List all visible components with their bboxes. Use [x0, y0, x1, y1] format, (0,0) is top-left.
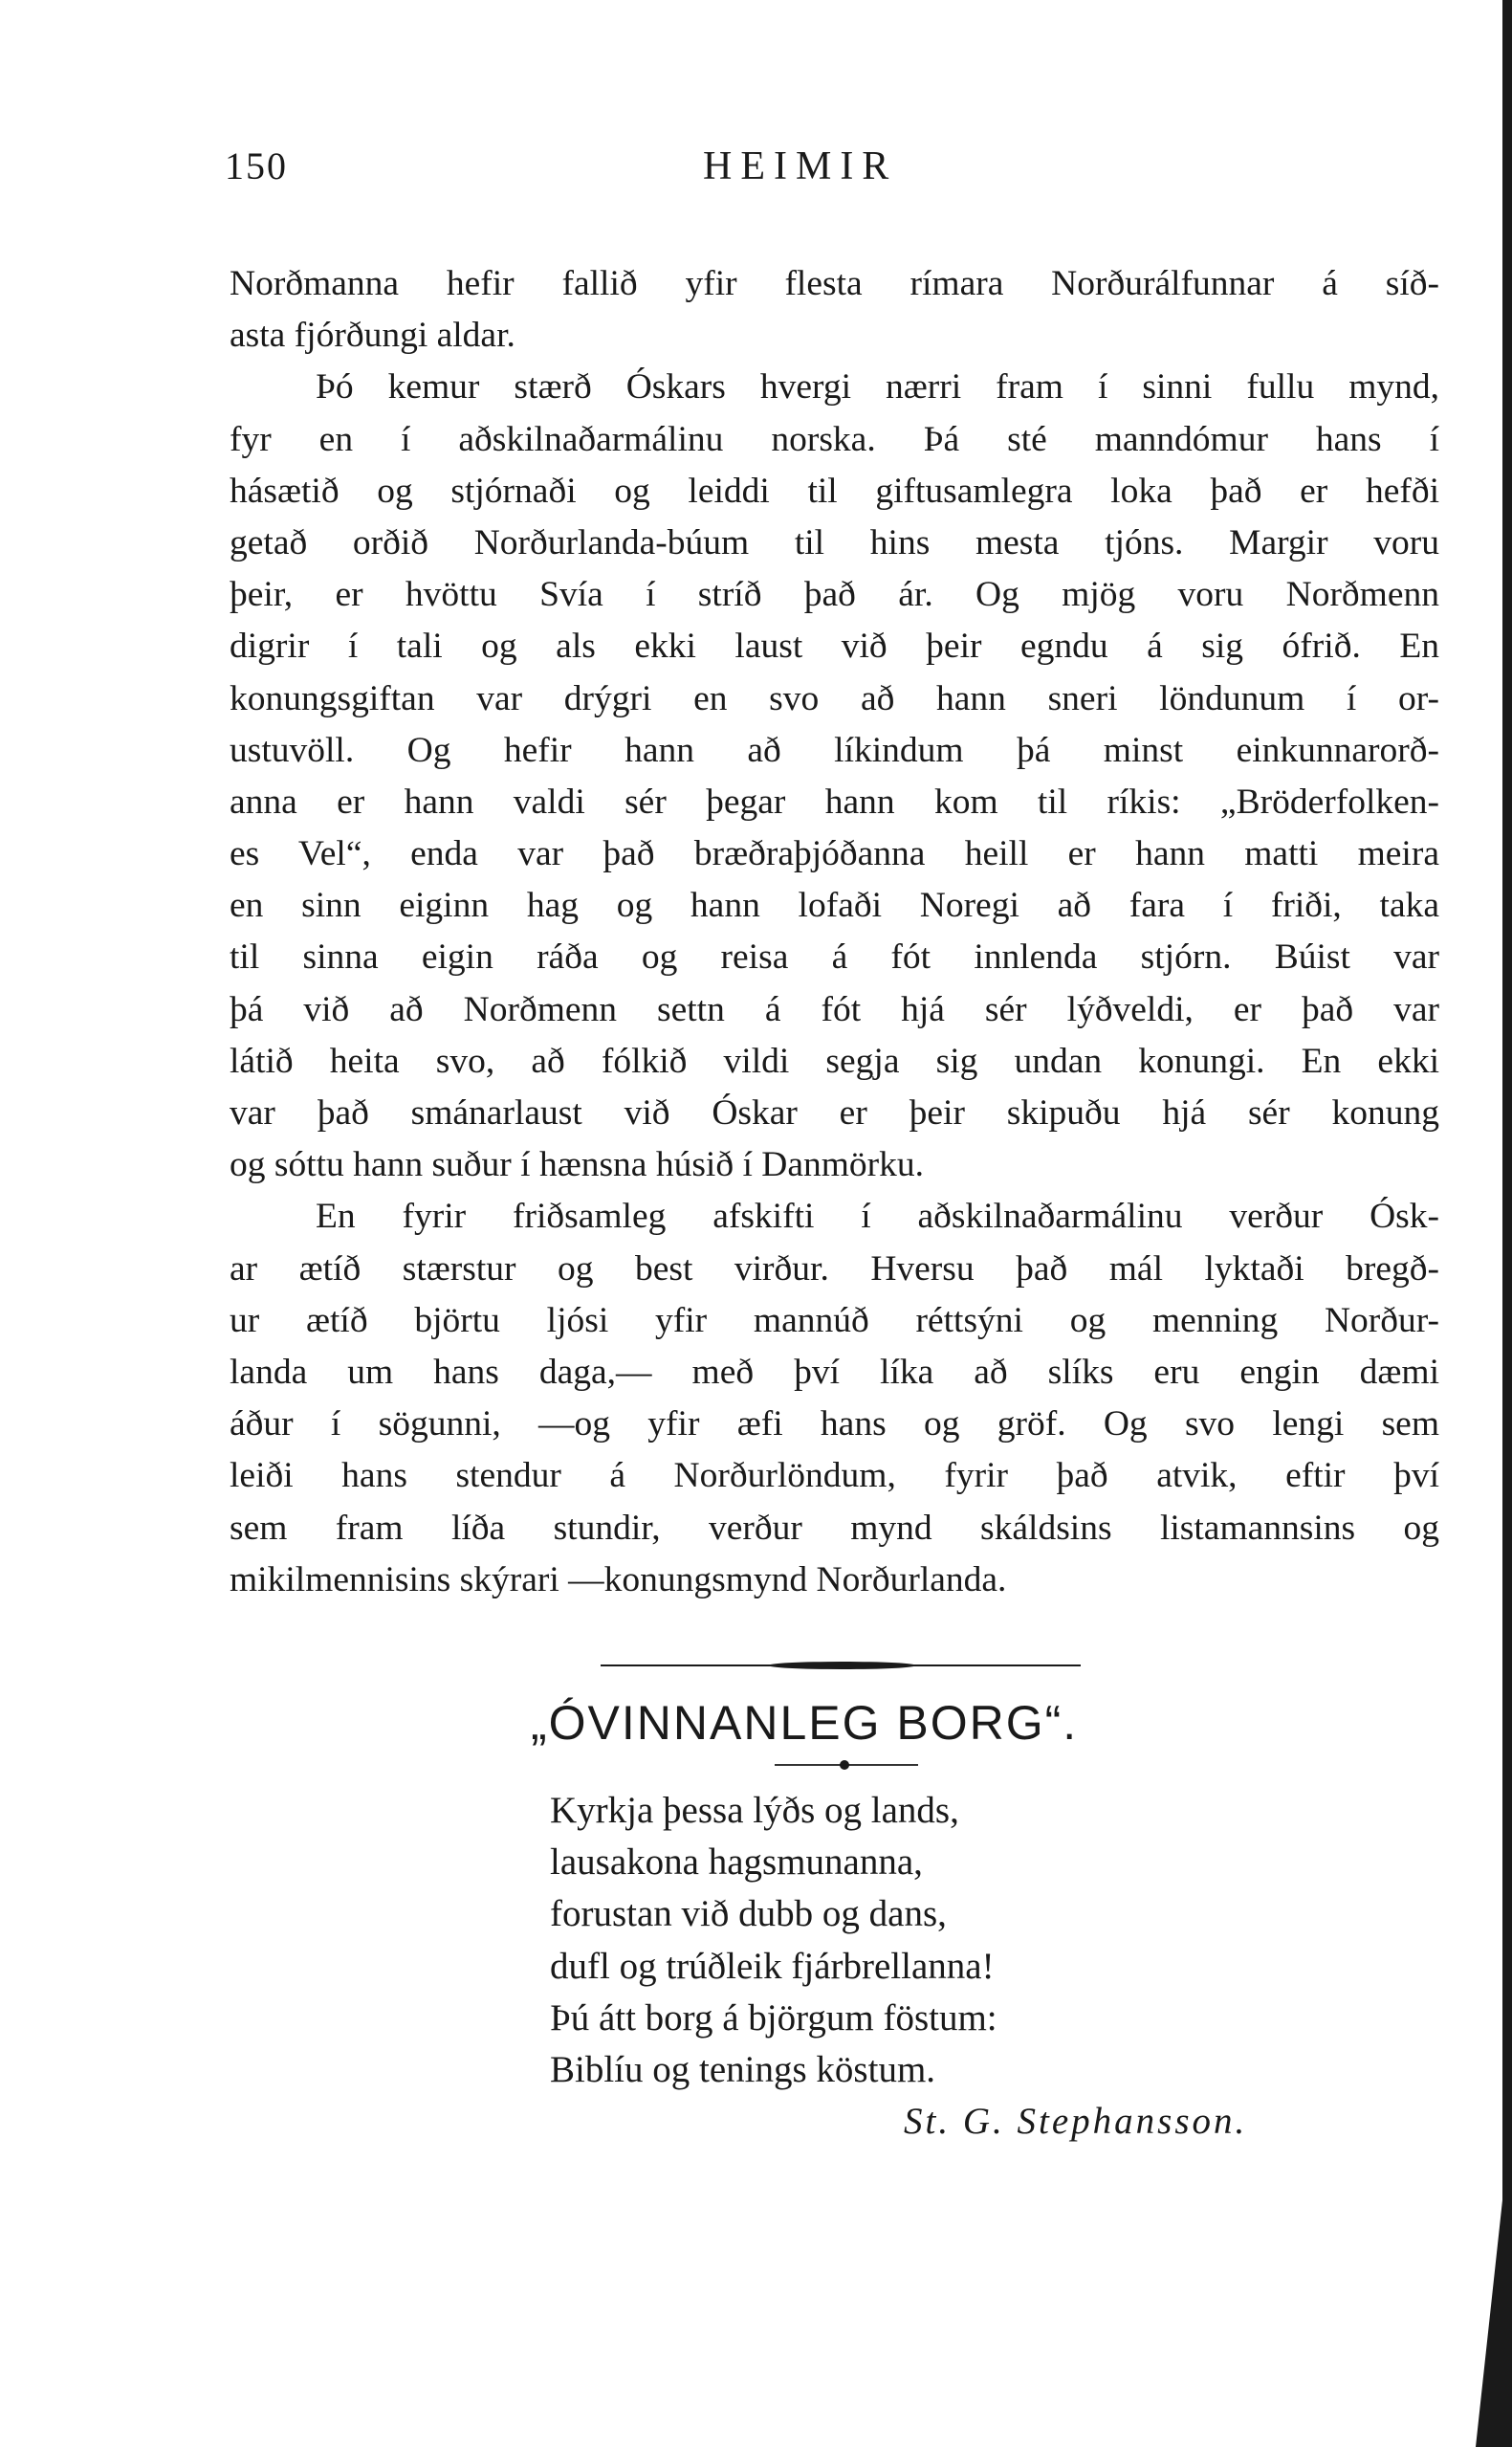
poem-line: Kyrkja þessa lýðs og lands, — [550, 1790, 959, 1831]
body-line: ur ætíð björtu ljósi yfir mannúð réttsýni og menning Norður- — [230, 1300, 1439, 1340]
body-line: sem fram líða stundir, verður mynd skáldsins listamannsins og — [230, 1508, 1439, 1548]
body-line: landa um hans daga,— með því líka að slíks eru engin dæmi — [230, 1352, 1439, 1392]
body-line: es Vel“, enda var það bræðraþjóðanna heill er hann matti meira — [230, 834, 1439, 874]
body-line: var það smánarlaust við Óskar er þeir skipuðu hjá sér konung — [230, 1093, 1439, 1133]
poem-line: Biblíu og tenings köstum. — [550, 2048, 936, 2090]
body-line: og sóttu hann suður í hænsna húsið í Danmörku. — [230, 1145, 925, 1185]
page-number: 150 — [225, 144, 288, 187]
body-line: þeir, er hvöttu Svía í stríð það ár. Og mjög voru Norðmenn — [230, 575, 1439, 615]
body-line: Norðmanna hefir fallið yfir flesta rímara Norðurálfunnar á síð- — [230, 264, 1439, 303]
body-line: konungsgiftan var drýgri en svo að hann sneri löndunum í or- — [230, 678, 1439, 718]
body-line: mikilmennisins skýrari —konungsmynd Norðurlanda. — [230, 1559, 1007, 1599]
binding-edge — [1502, 0, 1512, 2447]
body-line: ustuvöll. Og hefir hann að líkindum þá minst einkunnarorð- — [230, 730, 1439, 770]
poem-title: „ÓVINNANLEG BORG“. — [531, 1696, 1079, 1750]
article-body — [230, 258, 1439, 1606]
poem-signature: St. G. Stephansson. — [904, 2101, 1248, 2142]
poem-body — [550, 1785, 997, 2096]
body-line: þá við að Norðmenn settn á fót hjá sér lýðveldi, er það var — [230, 989, 1439, 1029]
page-header — [225, 143, 1286, 201]
title-ornament — [775, 1758, 918, 1772]
body-line: asta fjórðungi aldar. — [230, 316, 515, 356]
poem-line: dufl og trúðleik fjárbrellanna! — [550, 1945, 995, 1987]
body-line: Þó kemur stærð Óskars hvergi nærri fram í sinni fullu mynd, — [316, 367, 1439, 408]
binding-shadow — [1476, 2200, 1502, 2447]
poem-line: forustan við dubb og dans, — [550, 1893, 947, 1935]
body-line: látið heita svo, að fólkið vildi segja sig undan konungi. En ekki — [230, 1041, 1439, 1081]
body-line: getað orðið Norðurlanda-búum til hins mesta tjóns. Margir voru — [230, 522, 1439, 562]
body-line: ar ætíð stærstur og best virður. Hversu það mál lyktaði bregð- — [230, 1248, 1439, 1289]
body-line: til sinna eigin ráða og reisa á fót innlenda stjórn. Búist var — [230, 937, 1439, 978]
section-divider — [601, 1659, 1081, 1672]
ornament-dot-icon — [840, 1760, 849, 1770]
body-line: fyr en í aðskilnaðarmálinu norska. Þá sté manndómur hans í — [230, 419, 1439, 459]
body-line: leiði hans stendur á Norðurlöndum, fyrir það atvik, eftir því — [230, 1456, 1439, 1496]
body-line: en sinn eiginn hag og hann lofaði Noregi að fara í friði, taka — [230, 886, 1439, 926]
running-head: HEIMIR — [703, 144, 898, 188]
body-line: En fyrir friðsamleg afskifti í aðskilnaðarmálinu verður Ósk- — [316, 1197, 1439, 1237]
poem-line: lausakona hagsmunanna, — [550, 1841, 923, 1884]
body-line: hásætið og stjórnaði og leiddi til giftusamlegra loka það er hefði — [230, 471, 1439, 511]
body-line: digrir í tali og als ekki laust við þeir egndu á sig ófrið. En — [230, 627, 1439, 667]
body-line: áður í sögunni, —og yfir æfi hans og gröf. Og svo lengi sem — [230, 1404, 1439, 1444]
body-line: anna er hann valdi sér þegar hann kom til ríkis: „Bröderfolken- — [230, 782, 1439, 822]
poem-line: Þú átt borg á björgum föstum: — [550, 1996, 997, 2039]
divider-swell — [768, 1662, 916, 1669]
